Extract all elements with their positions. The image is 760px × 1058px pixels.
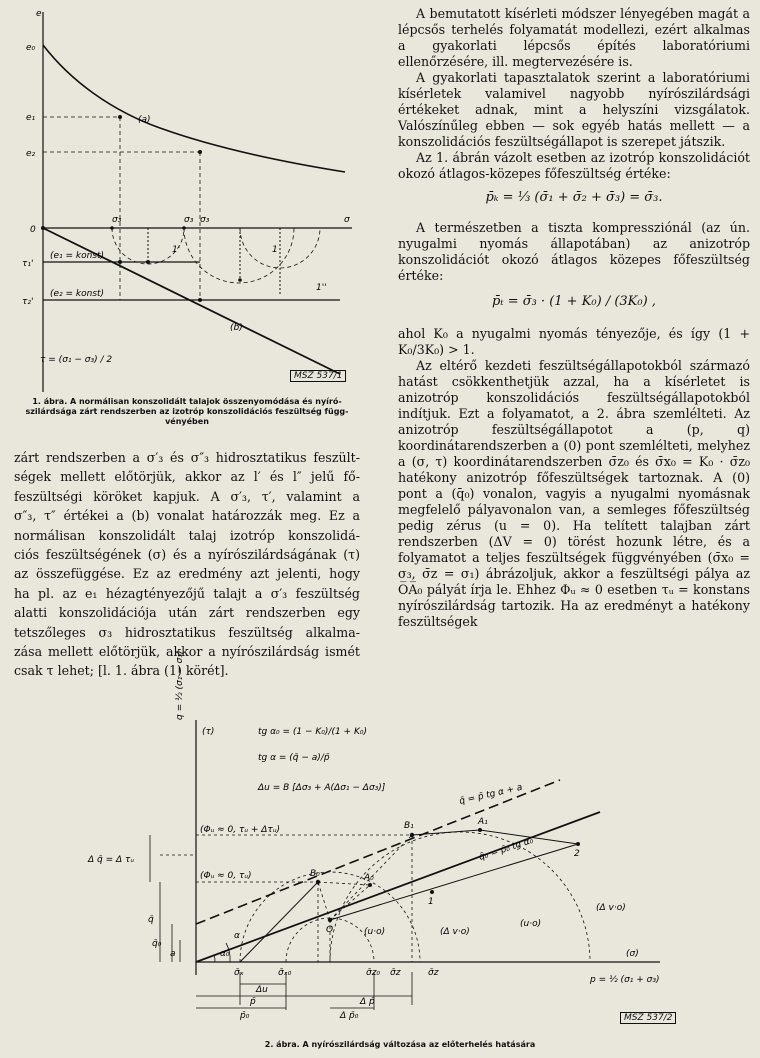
paragraph: A bemutatott kísérleti módszer lényegében magát a lépcsős terhelés folyamatát modellezi, ezért alkalmas a gyakorlati lépcsős építés laboratóriumi ellenőrzésére, ill. megtervezésére is. [398,6,750,69]
sigma3-label-a: σ₃ [112,215,122,225]
line-q0-label: q̄₀ = p̄₀ tg α₀ [477,835,535,863]
tau2-label: τ₂' [22,297,34,307]
point-O: O [326,925,334,935]
figure-1-diagram [0,0,360,395]
point-B1: B₁ [404,821,414,831]
q-axis-label: q = ½ (σ₁ − σ₃) [175,650,185,720]
qbar-label: q̄ [148,915,154,925]
dp-label: Δ p̄ [360,997,375,1007]
text-line: ha pl. az e₁ hézagtényezőjű talajt a σ′₃ feszültség [14,585,360,601]
sigma3-label-c: σ₃ [200,215,210,225]
uo-label-1: (u·o) [364,927,386,937]
equation-pk: p̄ₖ = ⅓ (σ̄₁ + σ̄₂ + σ̄₃) = σ̄₃. [485,190,663,205]
point-B0: B₀ [310,869,320,879]
text-line: σ″₃, τ″ értékei a (b) vonalat határozzák meg. Ez a [14,508,360,524]
figure-2-stamp: MSZ 537/2 [620,1012,676,1024]
e2-konst-label: (e₂ = konst) [50,289,105,299]
line-b-label: (b) [230,323,243,333]
p0-label: p̄₀ [240,1011,250,1021]
formula-tg-alpha: tg α = (q̄ − a)/p̄ [258,753,330,763]
e2-label: e₂ [26,149,36,159]
pbar-label: p̄ [250,997,256,1007]
text-line: normálisan konszolidált talaj izotróp konszolidá- [14,527,360,543]
paragraph: A természetben a tiszta kompressziónál (az ún. nyugalmi nyomás állapotában) az anizotróp konszolidációt okozó átlagos közepes főfeszültség értéke: [398,220,750,283]
text-line: ségek mellett előtörjük, akkor az l′ és l″ jelű fő- [14,469,360,485]
e1-konst-label: (e₁ = konst) [50,251,105,261]
left-column-text [14,448,360,681]
a-label: a [170,949,176,959]
tau1-label: τ₁' [22,259,34,269]
point-A0: A₀ [364,873,374,883]
text-line: az összefüggése. Ez az eredmény azt jelenti, hogy [14,566,360,582]
sigma-axis-label-2: (σ) [626,949,639,959]
dv-label-1: (Δ v·o) [440,927,470,937]
paragraph: Az 1. ábrán vázolt esetben az izotróp konszolidációt okozó átlagos-közepes főfeszültség értéke: [398,150,750,181]
phi-label-1: (Φᵤ ≈ 0, τᵤ + Δτᵤ) [200,825,281,835]
axis-e-label: e [36,9,42,19]
figure-1-caption: 1. ábra. A normálisan konszolidált talajok összenyomódása és nyíró- szilárdsága zárt rendszerben az izotróp konszolidációs feszültség függ- vényében [25,397,349,426]
dv-label-2: (Δ v·o) [596,903,626,913]
phi-label-2: (Φᵤ ≈ 0, τᵤ) [200,871,252,881]
formula-delta-u: Δu = B [Δσ₃ + A(Δσ₁ − Δσ₃)] [258,783,386,793]
tau-axis-label: (τ) [202,727,215,737]
sigma3-label-b: σ₃ [184,215,194,225]
text-line: zása mellett előtörjük, akkor a nyírószilárdság ismét [14,644,360,660]
text-line: tetszőleges σ₃ hidrosztatikus feszültség alkalma- [14,624,360,640]
equation-pt: p̄ₜ = σ̄₃ · (1 + K₀) / (3K₀) , [492,294,656,309]
p-axis-label: p = ½ (σ₁ + σ₃) [590,975,660,985]
paragraph: Az eltérő kezdeti feszültségállapotokból származó hatást csökkenthetjük azzal, ha a kísérletet is anizotróp konszolidációs feszültségállapotokból indítjuk. Ezt a folyamatot, a 2. ábra szemlélteti. Az anizotróp feszültségállapotot a (p, q) koordinátarendszerben a (0) pont szemlélteti, melyhez a (σ, τ) koordinátarendszerben σ̄z₀ és σ̄x₀ = K₀ · σ̄z₀ hatékony anizotróp főfeszültségek tartoznak. A (0) pont a (q̄₀) vonalon, vagyis a nyugalmi nyomásnak megfelelő pályavonalon van, a semleges főfeszültség pedig zérus (u = 0). Ha telített talajban zárt rendszerben (ΔV = 0) törést hozunk létre, és a folyamatot a teljes feszültségek függvényében (σ̄x₀ = σ₃, σ̄z = σ₁) ábrázoljuk, akkor a feszültségi pálya az O̅A̅₀ pályát írja le. Ehhez Φᵤ ≈ 0 esetben τᵤ = konstans nyírószilárdság tartozik. Ha az eredményt a hatékony feszültségek [398,358,750,629]
paragraph: ahol K₀ a nyugalmi nyomás tényezője, és így (1 + K₀/3K₀) > 1. [398,326,750,357]
du-label: Δu [256,985,268,995]
text-line: csak τ lehet; [l. 1. ábra (1) körét]. [14,663,229,679]
sx-label: σ̄ₓ [234,968,244,978]
circle-1p-label: 1' [172,245,181,255]
text-line: zárt rendszerben a σ′₃ és σ″₃ hidrosztatikus feszült- [14,450,360,465]
right-column-text [398,6,750,630]
point-A1: A₁ [478,817,488,827]
point-2: 2 [574,849,580,859]
curve-a-label: (a) [138,115,151,125]
dq-label: Δ q̄ = Δ τᵤ [88,855,135,865]
sx0-label: σ̄ₓ₀ [278,968,292,978]
text-line: alatti konszolidációja után zárt rendszerben egy [14,605,360,621]
alpha-label: α [234,931,240,941]
sz0-label: σ̄z₀ [366,968,381,978]
line-q-label: q̄ = p̄ tg α + a [458,782,524,807]
sz-label: σ̄z [390,968,401,978]
formula-tg-alpha0: tg α₀ = (1 − K₀)/(1 + K₀) [258,727,367,737]
uo-label-2: (u·o) [520,919,542,929]
dp0-label: Δ p̄₀ [340,1011,359,1021]
q0-label: q̄₀ [152,939,162,949]
tau-formula: τ = (σ₁ − σ₃) / 2 [40,355,113,365]
figure-2-caption: 2. ábra. A nyírószilárdság változása az előterhelés hatására [264,1040,536,1049]
point-1: 1 [428,897,434,907]
origin-label: 0 [30,225,36,235]
e1-label: e₁ [26,113,36,123]
paragraph: A gyakorlati tapasztalatok szerint a laboratóriumi kísérletek valamivel nagyobb nyírószilárdsági értékeket adnak, mint a helyszíni vizsgálatok. Valószínűleg ebben — sok egyéb hatás mellett — a konszolidációs feszültségállapot is szerepet játszik. [398,70,750,149]
figure-1-stamp: MSZ 537/1 [290,370,346,382]
text-line: ciós feszültségének (σ) és a nyírószilárdságának (τ) [14,547,360,563]
sigma-axis-label: σ [344,215,350,225]
circle-1-label: 1 [272,245,278,255]
circle-1pp-label: 1'' [316,283,327,293]
text-line: feszültségi köröket kapjuk. A σ′₃, τ′, valamint a [14,488,360,504]
sz2-label: σ̄z [428,968,439,978]
e0-label: e₀ [26,43,36,53]
alpha0-label: α₀ [220,949,230,959]
